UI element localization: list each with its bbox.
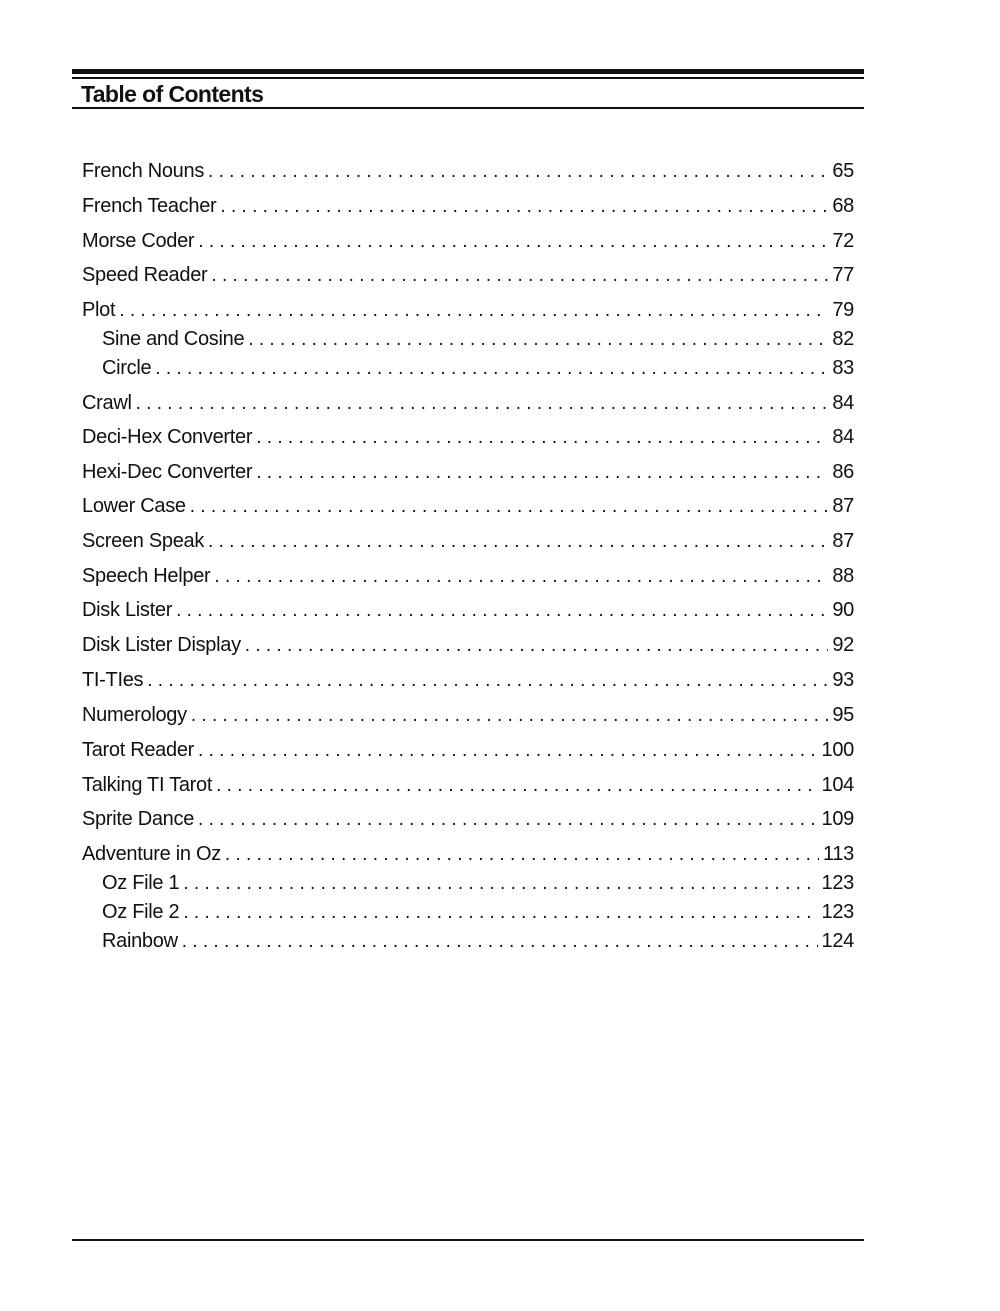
toc-entry-title: Sine and Cosine — [102, 328, 245, 350]
toc-page-number: 93 — [832, 669, 854, 691]
toc-entry — [82, 702, 854, 728]
toc-entry — [82, 262, 854, 288]
toc-page-number: 84 — [832, 426, 854, 448]
toc-entry — [82, 563, 854, 589]
toc-entry-title: Speech Helper — [82, 565, 211, 587]
dot-leader — [248, 327, 828, 353]
toc-page-number: 90 — [832, 599, 854, 621]
toc-page-number: 68 — [832, 195, 854, 217]
toc-page-number: 82 — [832, 328, 854, 350]
toc-entry — [82, 667, 854, 693]
toc-page-number: 83 — [832, 357, 854, 379]
toc-entry — [82, 737, 854, 763]
toc-page-number: 65 — [832, 160, 854, 182]
toc-entry — [82, 424, 854, 450]
toc-entry-title: Crawl — [82, 392, 132, 414]
dot-leader — [136, 391, 829, 417]
dot-leader — [190, 494, 829, 520]
dot-leader — [256, 425, 828, 451]
toc-entry — [102, 355, 854, 381]
toc-page-number: 123 — [821, 901, 854, 923]
toc-page-number: 92 — [832, 634, 854, 656]
toc-entry-title: Adventure in Oz — [82, 843, 221, 865]
toc-entry-title: Circle — [102, 357, 152, 379]
dot-leader — [183, 871, 817, 897]
toc-entry-title: Rainbow — [102, 930, 178, 952]
toc-entry-title: TI-TIes — [82, 669, 144, 691]
toc-page-number: 100 — [821, 739, 854, 761]
dot-leader — [182, 929, 818, 955]
toc-entry-title: Plot — [82, 299, 116, 321]
toc-entry-title: Morse Coder — [82, 230, 195, 252]
dot-leader — [155, 356, 828, 382]
toc-page-number: 84 — [832, 392, 854, 414]
toc-page-number: 123 — [821, 872, 854, 894]
toc-page-number: 109 — [821, 808, 854, 830]
dot-leader — [198, 229, 828, 255]
toc-entry — [82, 459, 854, 485]
dot-leader — [220, 194, 828, 220]
dot-leader — [176, 598, 828, 624]
toc-entry — [82, 841, 854, 867]
footer-rule — [72, 1239, 864, 1241]
toc-entry — [102, 899, 854, 925]
toc-page-number: 72 — [832, 230, 854, 252]
toc-page-number: 79 — [832, 299, 854, 321]
toc-entry — [102, 928, 854, 954]
toc-entry-title: Lower Case — [82, 495, 186, 517]
dot-leader — [208, 159, 828, 185]
toc-entry-title: Oz File 1 — [102, 872, 180, 894]
toc-entry — [82, 158, 854, 184]
toc-entry-title: Deci-Hex Converter — [82, 426, 253, 448]
toc-entry-title: Oz File 2 — [102, 901, 180, 923]
toc-entry — [82, 806, 854, 832]
toc-entry-title: Talking TI Tarot — [82, 774, 213, 796]
page-title: Table of Contents — [81, 81, 264, 107]
toc-entry — [82, 228, 854, 254]
dot-leader — [183, 900, 817, 926]
dot-leader — [245, 633, 829, 659]
toc-entry — [82, 193, 854, 219]
toc-entry-title: French Teacher — [82, 195, 217, 217]
toc-entry — [102, 326, 854, 352]
toc-entry — [82, 493, 854, 519]
toc-entry-title: Hexi-Dec Converter — [82, 461, 253, 483]
dot-leader — [198, 807, 818, 833]
header-rule-thick — [72, 69, 864, 74]
toc-page-number: 95 — [832, 704, 854, 726]
toc-entry-title: Speed Reader — [82, 264, 208, 286]
toc-page-number: 113 — [823, 843, 854, 865]
dot-leader — [214, 564, 828, 590]
toc-page-number: 87 — [832, 530, 854, 552]
dot-leader — [216, 773, 817, 799]
dot-leader — [198, 738, 818, 764]
toc-page-number: 77 — [832, 264, 854, 286]
toc-entry-title: Screen Speak — [82, 530, 205, 552]
dot-leader — [119, 298, 828, 324]
toc-entry-title: French Nouns — [82, 160, 205, 182]
toc-page-number: 104 — [821, 774, 854, 796]
toc-entry-title: Sprite Dance — [82, 808, 195, 830]
toc-entry — [82, 297, 854, 323]
toc-entry — [82, 528, 854, 554]
dot-leader — [225, 842, 819, 868]
toc-entry — [82, 772, 854, 798]
toc-entry-title: Disk Lister Display — [82, 634, 241, 656]
toc-page-number: 124 — [821, 930, 854, 952]
toc-entry — [82, 632, 854, 658]
toc-entry-title: Disk Lister — [82, 599, 173, 621]
toc-page-number: 86 — [832, 461, 854, 483]
dot-leader — [256, 460, 828, 486]
dot-leader — [208, 529, 828, 555]
header-rule-thin — [72, 77, 864, 79]
dot-leader — [211, 263, 828, 289]
dot-leader — [147, 668, 828, 694]
toc-page-number: 87 — [832, 495, 854, 517]
toc-page-number: 88 — [832, 565, 854, 587]
toc-entry — [102, 870, 854, 896]
toc-entry-title: Tarot Reader — [82, 739, 195, 761]
toc-entry-title: Numerology — [82, 704, 187, 726]
toc-entry — [82, 390, 854, 416]
toc-entry — [82, 597, 854, 623]
dot-leader — [191, 703, 829, 729]
title-underline — [72, 107, 864, 109]
